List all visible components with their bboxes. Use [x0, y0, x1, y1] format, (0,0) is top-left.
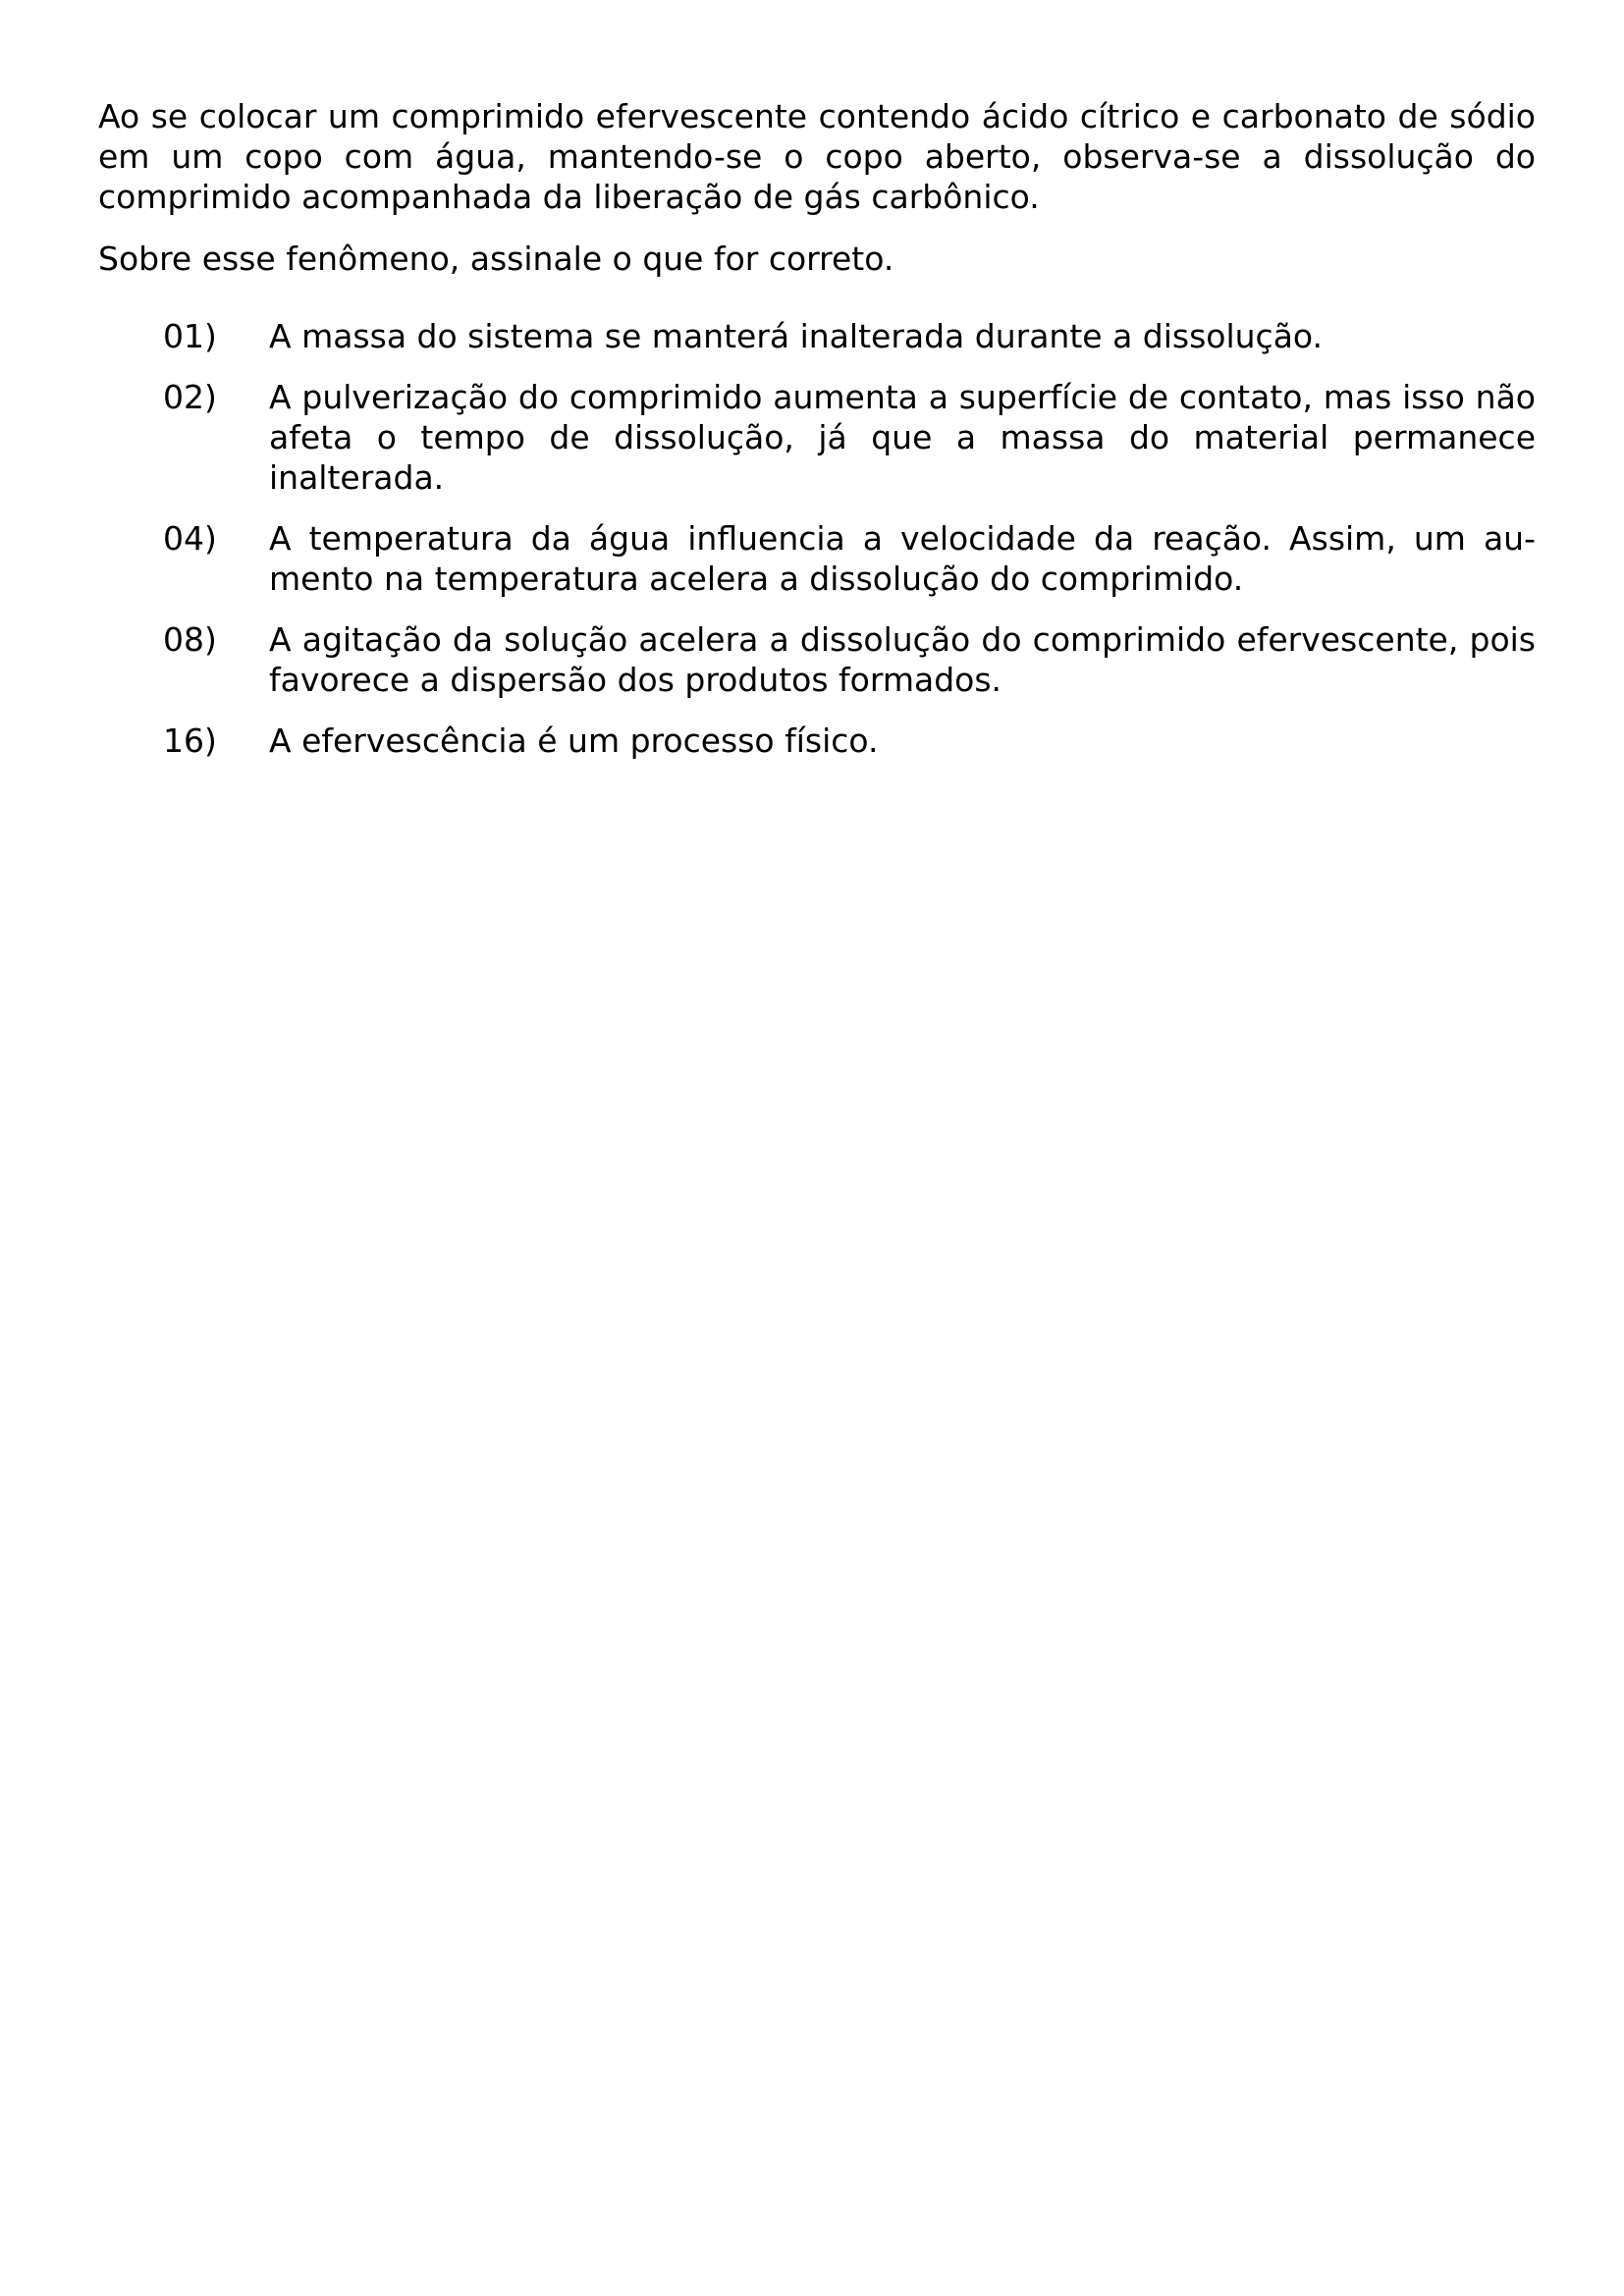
option-number: 01) [163, 317, 217, 355]
options-list [98, 316, 1536, 761]
option-01 [163, 316, 1536, 356]
question-page [98, 96, 1536, 781]
option-text: A massa do sistema se manterá inalterada durante a dissolução. [269, 317, 1324, 355]
option-number: 08) [163, 620, 217, 659]
option-04 [163, 518, 1536, 599]
option-number: 02) [163, 378, 217, 416]
option-text: A efervescência é um processo físico. [269, 721, 879, 760]
question-statement: Ao se colocar um comprimido efervescente contendo ácido cítrico e carbonato de sódio em um copo com água, mantendo-se o copo aberto, observa-se a dissolução do comprimido acompanhada da liberação de gás carbônico. [98, 97, 1536, 216]
option-text: A agitação da solução acelera a dissolução do comprimido efervescente, pois favorece a dispersão dos produtos formados. [269, 620, 1536, 699]
option-text: A temperatura da água influencia a velocidade da reação. Assim, um aumento na temperatura acelera a dissolução do comprimido. [269, 519, 1536, 598]
option-16 [163, 721, 1536, 761]
option-text: A pulverização do comprimido aumenta a superfície de contato, mas isso não afeta o tempo de dissolução, já que a massa do material permanece inalterada. [269, 378, 1536, 497]
option-08 [163, 619, 1536, 700]
option-number: 16) [163, 721, 217, 760]
option-02 [163, 377, 1536, 498]
question-prompt: Sobre esse fenômeno, assinale o que for correto. [98, 240, 894, 278]
option-number: 04) [163, 519, 217, 558]
